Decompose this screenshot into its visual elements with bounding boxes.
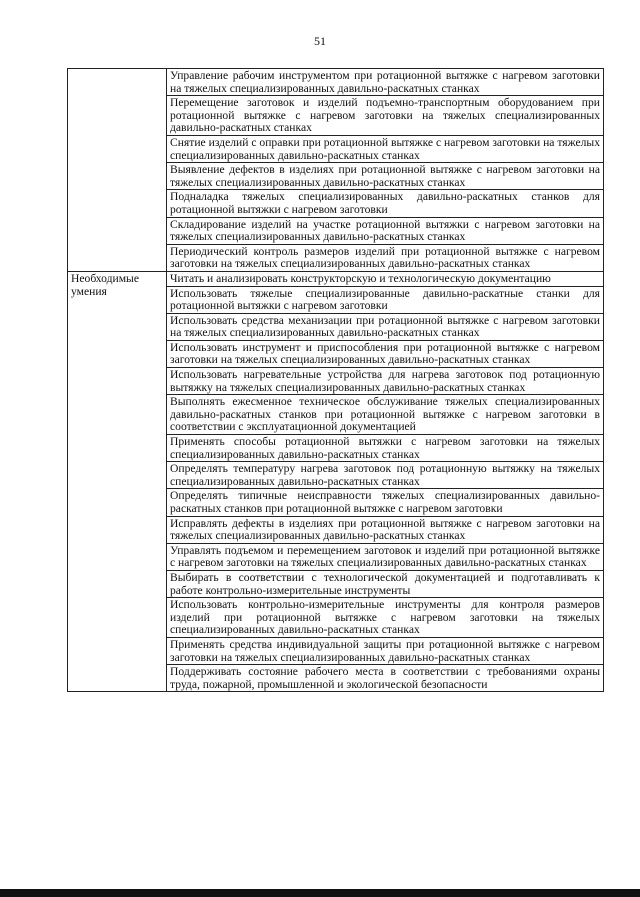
- row-text: Поддерживать состояние рабочего места в соответствии с требованиями охраны труда, пожарной, промышленной и экологической безопасности: [167, 665, 604, 692]
- row-text: Исправлять дефекты в изделиях при ротационной вытяжке с нагревом заготовки на тяжелых специализированных давильно-раскатных станках: [167, 516, 604, 543]
- row-text: Определять температуру нагрева заготовок под ротационную вытяжку на тяжелых специализированных давильно-раскатных станках: [167, 462, 604, 489]
- row-text: Управлять подъемом и перемещением заготовок и изделий при ротационной вытяжке с нагревом заготовки на тяжелых специализированных давильно-раскатных станках: [167, 543, 604, 570]
- section-label-skills: Необходимые умения: [68, 271, 167, 691]
- skills-table: [67, 68, 604, 692]
- scan-edge-bar: [0, 889, 640, 897]
- row-text: Выявление дефектов в изделиях при ротационной вытяжке с нагревом заготовки на тяжелых специализированных давильно-раскатных станках: [167, 163, 604, 190]
- row-text: Использовать нагревательные устройства для нагрева заготовок под ротационную вытяжку на тяжелых специализированных давильно-раскатных станках: [167, 368, 604, 395]
- row-text: Снятие изделий с оправки при ротационной вытяжке с нагревом заготовки на тяжелых специализированных давильно-раскатных станках: [167, 135, 604, 162]
- row-text: Использовать инструмент и приспособления при ротационной вытяжке с нагревом заготовки на тяжелых специализированных давильно-раскатных станках: [167, 340, 604, 367]
- row-text: Использовать средства механизации при ротационной вытяжке с нагревом заготовки на тяжелых специализированных давильно-раскатных станках: [167, 313, 604, 340]
- row-text: Периодический контроль размеров изделий при ротационной вытяжке с нагревом заготовки на тяжелых специализированных давильно-раскатных станках: [167, 244, 604, 271]
- row-text: Определять типичные неисправности тяжелых специализированных давильно-раскатных станков при ротационной вытяжке с нагревом заготовки: [167, 489, 604, 516]
- row-label: [68, 69, 167, 272]
- row-text: Использовать контрольно-измерительные инструменты для контроля размеров изделий при ротационной вытяжке с нагревом заготовки на тяжелых специализированных давильно-раскатных станках: [167, 598, 604, 638]
- row-text: Перемещение заготовок и изделий подъемно-транспортным оборудованием при ротационной вытяжке с нагревом заготовки на тяжелых специализированных давильно-раскатных станках: [167, 96, 604, 136]
- row-text: Использовать тяжелые специализированные давильно-раскатные станки для ротационной вытяжки с нагревом заготовки: [167, 286, 604, 313]
- row-text: Выбирать в соответствии с технологической документацией и подготавливать к работе контрольно-измерительные инструменты: [167, 570, 604, 597]
- row-text: Выполнять ежесменное техническое обслуживание тяжелых специализированных давильно-раскатных станков при ротационной вытяжке с нагревом заготовки в соответствии с эксплуатационной документацией: [167, 395, 604, 435]
- table-row: [68, 69, 604, 96]
- row-text: Читать и анализировать конструкторскую и технологическую документацию: [167, 271, 604, 286]
- row-text: Применять способы ротационной вытяжки с нагревом заготовки на тяжелых специализированных давильно-раскатных станках: [167, 435, 604, 462]
- page-number: 51: [314, 34, 326, 48]
- row-text: Применять средства индивидуальной защиты при ротационной вытяжке с нагревом заготовки на тяжелых специализированных давильно-раскатных станках: [167, 637, 604, 664]
- table-row: [68, 271, 604, 286]
- row-text: Подналадка тяжелых специализированных давильно-раскатных станков для ротационной вытяжки с нагревом заготовки: [167, 190, 604, 217]
- row-text: Управление рабочим инструментом при ротационной вытяжке с нагревом заготовки на тяжелых специализированных давильно-раскатных станках: [167, 69, 604, 96]
- row-text: Складирование изделий на участке ротационной вытяжки с нагревом заготовки на тяжелых специализированных давильно-раскатных станках: [167, 217, 604, 244]
